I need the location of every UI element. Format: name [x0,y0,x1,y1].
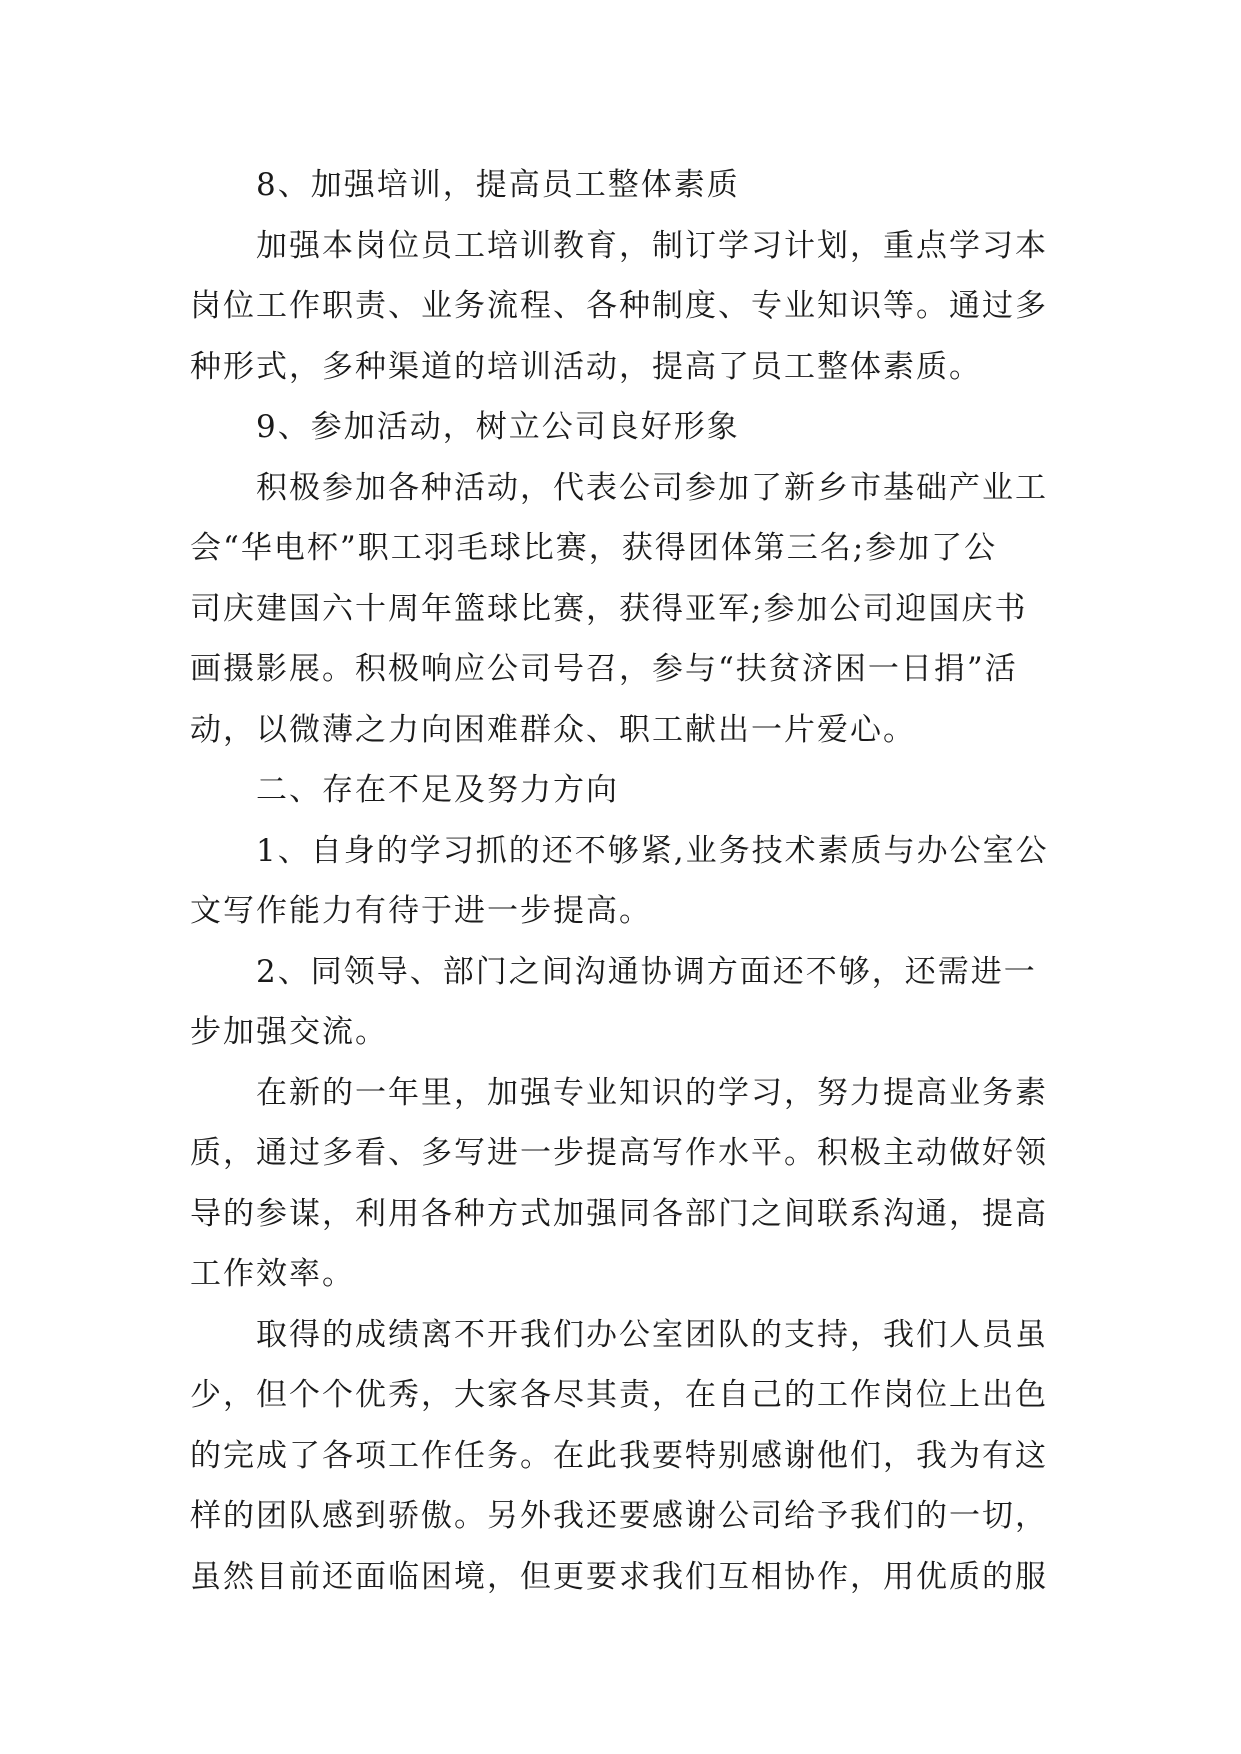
text-line: 种形式，多种渠道的培训活动，提高了员工整体素质。 [190,348,982,385]
text-line: 的完成了各项工作任务。在此我要特别感谢他们，我为有这 [190,1437,1048,1474]
text-line: 工作效率。 [190,1256,355,1292]
text-line: 样的团队感到骄傲。另外我还要感谢公司给予我们的一切， [190,1498,1048,1534]
text-line: 导的参谋，利用各种方式加强同各部门之间联系沟通，提高 [190,1195,1048,1232]
text-line: 少，但个个优秀，大家各尽其责，在自己的工作岗位上出色 [190,1377,1048,1413]
text-line: 动，以微薄之力向困难群众、职工献出一片爱心。 [190,711,916,748]
text-line: 8、加强培训，提高员工整体素质 [256,167,740,203]
text-line: 积极参加各种活动，代表公司参加了新乡市基础产业工 [256,469,1048,506]
text-line: 1、自身的学习抓的还不够紧,业务技术素质与办公室公 [256,832,1049,869]
text-line: 9、参加活动，树立公司良好形象 [256,409,740,445]
text-line: 画摄影展。积极响应公司号召，参与“扶贫济困一日捐”活 [190,651,1018,687]
text-line: 在新的一年里，加强专业知识的学习，努力提高业务素 [256,1074,1048,1111]
text-line: 加强本岗位员工培训教育，制订学习计划，重点学习本 [256,227,1048,264]
text-line: 岗位工作职责、业务流程、各种制度、专业知识等。通过多 [190,288,1048,324]
document-body [190,155,1052,1607]
text-line: 文写作能力有待于进一步提高。 [190,893,652,929]
text-line: 虽然目前还面临困境，但更要求我们互相协作，用优质的服 [190,1558,1048,1595]
text-line: 质，通过多看、多写进一步提高写作水平。积极主动做好领 [190,1135,1048,1171]
text-line: 2、同领导、部门之间沟通协调方面还不够，还需进一 [256,953,1037,990]
text-line: 司庆建国六十周年篮球比赛，获得亚军;参加公司迎国庆书 [190,590,1028,627]
text-line: 步加强交流。 [190,1014,388,1050]
text-line: 会“华电杯”职工羽毛球比赛，获得团体第三名;参加了公 [190,530,998,566]
text-line: 取得的成绩离不开我们办公室团队的支持，我们人员虽 [256,1316,1048,1353]
text-line: 二、存在不足及努力方向 [256,772,619,808]
